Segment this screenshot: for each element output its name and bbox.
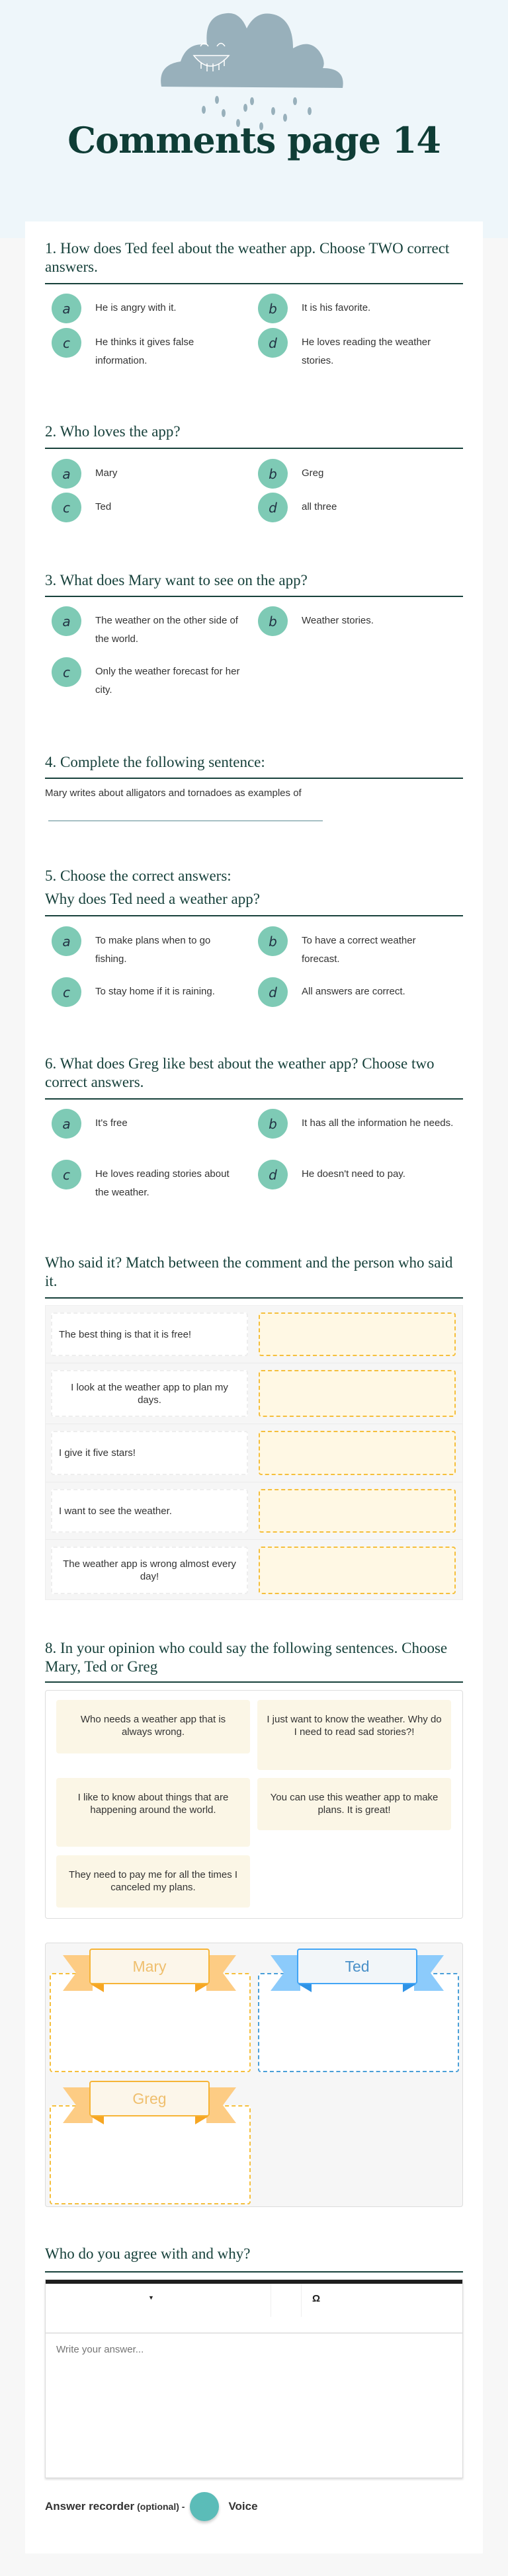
option-text: He doesn't need to pay. — [302, 1168, 405, 1180]
option-3a[interactable] — [52, 606, 250, 649]
sentence-chip[interactable]: You can use this weather app to make plans. It is great! — [257, 1778, 451, 1830]
option-3b[interactable] — [258, 606, 456, 636]
divider — [45, 1297, 463, 1299]
option-letter: b — [258, 926, 288, 956]
option-text: Greg — [302, 467, 324, 479]
option-letter: a — [52, 1109, 81, 1139]
option-letter: c — [52, 977, 81, 1007]
match-comment[interactable]: I give it five stars! — [51, 1431, 248, 1475]
match-drop-zone[interactable] — [259, 1370, 456, 1417]
option-text: The weather on the other side of the world. — [95, 615, 238, 645]
option-3c[interactable] — [52, 657, 250, 700]
sentence-chip[interactable]: They need to pay me for all the times I canceled my plans. — [56, 1855, 250, 1908]
category-ribbon-greg — [63, 2081, 236, 2135]
option-1a[interactable] — [52, 294, 250, 323]
category-label: Ted — [297, 1949, 417, 1984]
option-text: To have a correct weather forecast. — [302, 935, 416, 965]
dropdown-caret-icon: ▼ — [148, 2294, 154, 2301]
match-row — [46, 1482, 462, 1540]
category-ribbon-mary — [63, 1949, 236, 2003]
option-letter: a — [52, 459, 81, 489]
divider — [45, 2271, 463, 2273]
format-dropdown[interactable] — [46, 2284, 271, 2317]
option-text: It has all the information he needs. — [302, 1117, 454, 1129]
question-3-title: 3. What does Mary want to see on the app? — [45, 572, 308, 588]
option-letter: a — [52, 294, 81, 323]
category-label: Greg — [89, 2081, 210, 2116]
match-drop-zone[interactable] — [259, 1489, 456, 1533]
option-2d[interactable] — [258, 493, 456, 522]
match-row — [46, 1540, 462, 1601]
match-row — [46, 1363, 462, 1424]
option-letter: a — [52, 606, 81, 636]
match-row — [46, 1424, 462, 1482]
option-text: To stay home if it is raining. — [95, 986, 215, 997]
voice-label: Voice — [228, 2500, 258, 2513]
option-text: All answers are correct. — [302, 986, 405, 997]
option-letter: a — [52, 926, 81, 956]
option-text: He thinks it gives false information. — [95, 337, 194, 366]
worksheet-card — [25, 221, 483, 2554]
match-row — [46, 1306, 462, 1363]
match-drop-zone[interactable] — [259, 1431, 456, 1475]
recorder-label: Answer recorder — [45, 2500, 135, 2513]
option-letter: d — [258, 1160, 288, 1189]
smiling-rain-cloud-icon — [157, 5, 351, 138]
option-6b[interactable] — [258, 1109, 456, 1139]
question-1-title: 1. How does Ted feel about the weather app. Choose TWO correct answers. — [45, 240, 450, 275]
option-text: He loves reading the weather stories. — [302, 337, 431, 366]
option-text: Mary — [95, 467, 118, 479]
option-5c[interactable] — [52, 977, 250, 1007]
record-button[interactable] — [190, 2492, 219, 2521]
option-text: It's free — [95, 1117, 128, 1129]
category-ribbon-ted — [271, 1949, 444, 2003]
option-text: It is his favorite. — [302, 302, 371, 313]
special-character-icon[interactable]: Ω — [312, 2293, 321, 2304]
sentence-chip[interactable]: Who needs a weather app that is always wrong. — [56, 1700, 250, 1753]
option-text: He is angry with it. — [95, 302, 177, 313]
match-drop-zone[interactable] — [259, 1312, 456, 1356]
option-text: Only the weather forecast for her city. — [95, 666, 240, 696]
option-6a[interactable] — [52, 1109, 250, 1139]
option-letter: d — [258, 977, 288, 1007]
divider — [45, 915, 463, 916]
option-letter: b — [258, 606, 288, 636]
option-2b[interactable] — [258, 459, 456, 489]
match-title: Who said it? Match between the comment and the person who said it. — [45, 1254, 453, 1289]
option-6d[interactable] — [258, 1160, 456, 1189]
match-drop-zone[interactable] — [259, 1547, 456, 1594]
option-letter: b — [258, 459, 288, 489]
rich-text-editor — [45, 2279, 463, 2478]
option-text: Ted — [95, 501, 112, 512]
option-text: Weather stories. — [302, 615, 374, 626]
option-5b[interactable] — [258, 926, 456, 969]
question-5-subtitle: Why does Ted need a weather app? — [45, 891, 260, 907]
question-6-title: 6. What does Greg like best about the weather app? Choose two correct answers. — [45, 1055, 435, 1090]
option-text: To make plans when to go fishing. — [95, 935, 211, 965]
divider — [45, 1681, 463, 1683]
option-letter: d — [258, 328, 288, 358]
option-1d[interactable] — [258, 328, 456, 370]
question-2-title: 2. Who loves the app? — [45, 423, 181, 440]
category-board — [45, 1943, 463, 2207]
recorder-optional: (optional) - — [137, 2501, 185, 2512]
sentence-chip[interactable]: I like to know about things that are happening around the world. — [56, 1778, 250, 1847]
sentence-prompt: Mary writes about alligators and tornadoes as examples of — [45, 787, 302, 799]
option-text: all three — [302, 501, 337, 512]
match-comment[interactable]: I want to see the weather. — [51, 1489, 248, 1533]
option-5d[interactable] — [258, 977, 456, 1007]
option-2c[interactable] — [52, 493, 250, 522]
match-comment[interactable]: The best thing is that it is free! — [51, 1312, 248, 1356]
option-letter: c — [52, 1160, 81, 1189]
option-1b[interactable] — [258, 294, 456, 323]
category-label: Mary — [89, 1949, 210, 1984]
editor-toolbar — [46, 2284, 462, 2333]
option-letter: b — [258, 1109, 288, 1139]
divider — [45, 448, 463, 449]
header-banner — [0, 0, 508, 238]
divider — [45, 283, 463, 284]
divider — [45, 778, 463, 779]
divider — [45, 1098, 463, 1100]
question-8-title: 8. In your opinion who could say the following sentences. Choose Mary, Ted or Greg — [45, 1640, 448, 1675]
question-4-title: 4. Complete the following sentence: — [45, 754, 265, 770]
option-5a[interactable] — [52, 926, 250, 969]
answer-textarea[interactable] — [46, 2333, 462, 2477]
match-comment[interactable]: I look at the weather app to plan my days. — [51, 1370, 248, 1417]
sentence-bank — [45, 1690, 463, 1919]
question-5-title: 5. Choose the correct answers: — [45, 867, 232, 884]
option-letter: d — [258, 493, 288, 522]
option-letter: b — [258, 294, 288, 323]
answer-recorder — [45, 2492, 258, 2521]
option-letter: c — [52, 493, 81, 522]
option-2a[interactable] — [52, 459, 250, 489]
option-6c[interactable] — [52, 1160, 250, 1202]
page-title: Comments page 14 — [67, 119, 441, 161]
option-1c[interactable] — [52, 328, 250, 370]
open-question-title: Who do you agree with and why? — [45, 2245, 251, 2262]
option-text: He loves reading stories about the weather. — [95, 1168, 230, 1198]
match-table — [45, 1305, 463, 1600]
divider — [45, 596, 463, 597]
match-comment[interactable]: The weather app is wrong almost every day! — [51, 1547, 248, 1594]
option-letter: c — [52, 657, 81, 687]
toolbar-separator — [301, 2284, 302, 2317]
option-letter: c — [52, 328, 81, 358]
sentence-chip[interactable]: I just want to know the weather. Why do I need to read sad stories?! — [257, 1700, 451, 1770]
